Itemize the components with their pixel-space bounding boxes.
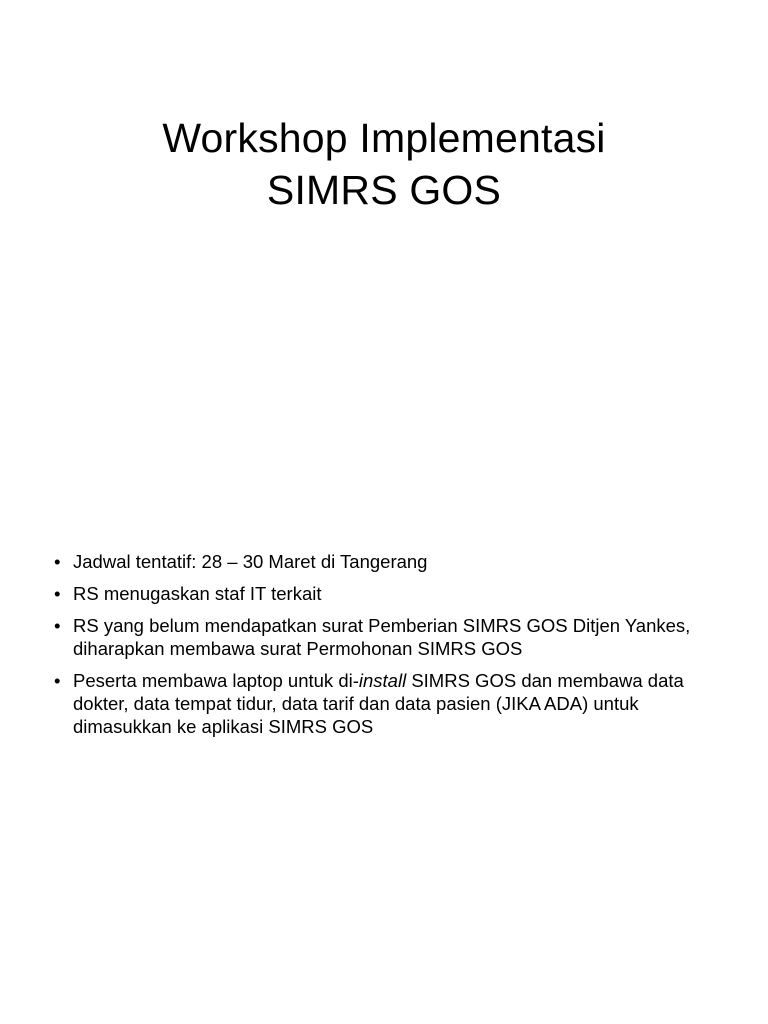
bullet-icon: • bbox=[54, 583, 61, 604]
bullet-text bbox=[73, 669, 734, 738]
bullet-item-laptop bbox=[54, 669, 734, 738]
bullet-text-before: Peserta membawa laptop untuk di- bbox=[73, 670, 359, 691]
bullet-text-italic: install bbox=[358, 670, 407, 691]
bullet-text: RS yang belum mendapatkan surat Pemberian SIMRS GOS Ditjen Yankes, diharapkan membawa surat Permohonan SIMRS GOS bbox=[73, 615, 691, 659]
slide-title bbox=[0, 112, 768, 216]
bullet-item-schedule bbox=[54, 550, 734, 573]
slide-title-line-2: SIMRS GOS bbox=[266, 167, 502, 213]
bullet-item-it-staff bbox=[54, 582, 734, 605]
bullet-icon: • bbox=[54, 670, 61, 691]
bullet-text: RS menugaskan staf IT terkait bbox=[73, 583, 322, 604]
bullet-icon: • bbox=[54, 615, 61, 636]
bullet-list bbox=[54, 550, 734, 747]
bullet-text-after: SIMRS GOS dan membawa data dokter, data tempat tidur, data tarif dan data pasien (JIKA ADA) untuk dimasukkan ke aplikasi SIMRS GOS bbox=[73, 670, 684, 737]
bullet-item-letter bbox=[54, 614, 734, 660]
slide-title-line-1: Workshop Implementasi bbox=[162, 115, 606, 161]
bullet-text: Jadwal tentatif: 28 – 30 Maret di Tangerang bbox=[73, 551, 428, 572]
bullet-icon: • bbox=[54, 551, 61, 572]
